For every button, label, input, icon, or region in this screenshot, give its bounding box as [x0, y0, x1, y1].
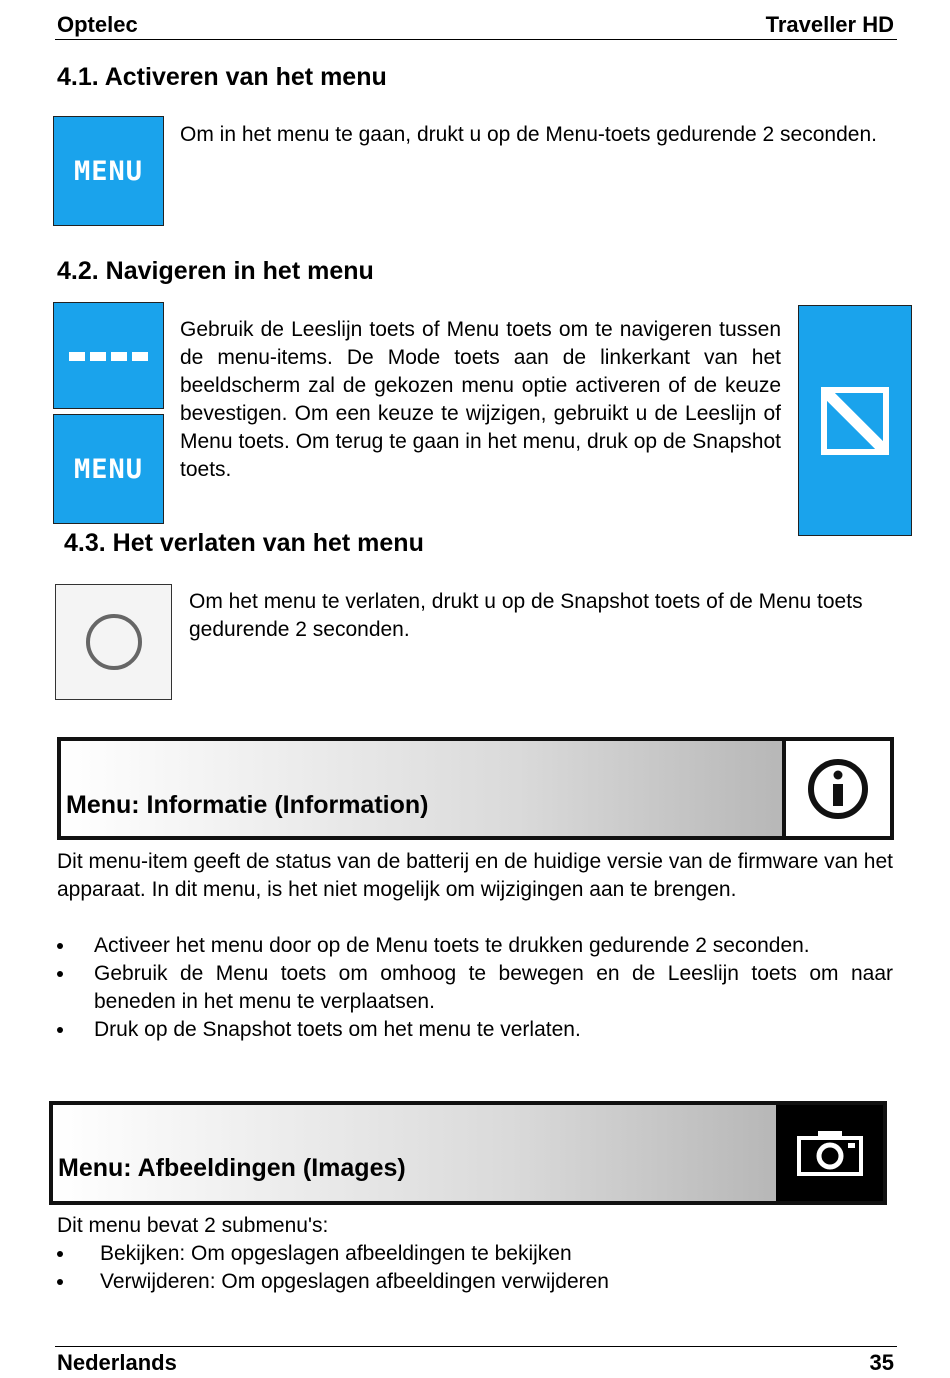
banner-afbeeldingen [49, 1101, 887, 1205]
dashed-line-icon [69, 349, 149, 363]
list-item: Druk op de Snapshot toets om het menu te verlaten. [57, 1016, 893, 1044]
circle-icon [84, 612, 144, 672]
reading-line-button-icon [53, 302, 164, 409]
afbeeldingen-bullets [57, 1240, 893, 1296]
bullet-dot [57, 943, 63, 949]
mode-triangle-icon [821, 387, 889, 455]
banner-informatie [57, 737, 894, 840]
section-title-verlaten: 4.3. Het verlaten van het menu [64, 529, 424, 557]
header-rule [55, 39, 897, 40]
afbeeldingen-intro: Dit menu bevat 2 submenu's: [57, 1214, 329, 1237]
informatie-intro: Dit menu-item geeft de status van de batterij en de huidige versie van de firmware van het apparaat. In dit menu, is het niet mogelijk om wijzigingen aan te brengen. [57, 850, 893, 901]
mode-button-icon [798, 305, 912, 536]
list-item: Activeer het menu door op de Menu toets te drukken gedurende 2 seconden. [57, 932, 893, 960]
footer-rule [55, 1346, 897, 1347]
menu-button-icon [53, 116, 164, 226]
camera-icon [796, 1129, 864, 1177]
banner-title-informatie: Menu: Informatie (Information) [66, 791, 429, 819]
bullet-dot [57, 971, 63, 977]
bullet-dot [57, 1279, 63, 1285]
menu-button-label: MENU [73, 155, 144, 187]
info-icon-box [782, 741, 890, 836]
list-item: Bekijken: Om opgeslagen afbeeldingen te bekijken [57, 1240, 893, 1268]
header-brand: Optelec [57, 12, 138, 37]
menu-button-icon-2 [53, 414, 164, 524]
activeren-text: Om in het menu te gaan, drukt u op de Menu-toets gedurende 2 seconden. [180, 123, 877, 146]
section-title-activeren: 4.1. Activeren van het menu [57, 63, 387, 91]
banner-title-afbeeldingen: Menu: Afbeeldingen (Images) [58, 1154, 406, 1182]
bullet-dot [57, 1027, 63, 1033]
navigeren-text: Gebruik de Leeslijn toets of Menu toets om te navigeren tussen de menu-items. De Mode toets aan de linkerkant van het beeldscherm zal de gekozen menu optie activeren of de keuze bevestigen. Om een keuze te wijzigen, gebruikt u de Leeslijn of Menu toets. Om terug te gaan in het menu, druk op de Snapshot toets. [180, 318, 781, 481]
menu-button-label-2: MENU [73, 453, 144, 485]
list-item: Verwijderen: Om opgeslagen afbeeldingen verwijderen [57, 1268, 893, 1296]
snapshot-button-icon [55, 584, 172, 700]
list-item: Gebruik de Menu toets om omhoog te bewegen en de Leeslijn toets om naar beneden in het menu te verplaatsen. [57, 960, 893, 1016]
header-product: Traveller HD [765, 12, 894, 37]
section-title-navigeren: 4.2. Navigeren in het menu [57, 257, 374, 285]
page-number: 35 [869, 1350, 894, 1375]
bullet-dot [57, 1251, 63, 1257]
footer-language: Nederlands [57, 1350, 177, 1375]
info-icon [806, 757, 870, 821]
verlaten-text: Om het menu te verlaten, drukt u op de Snapshot toets of de Menu toets gedurende 2 seconden. [189, 590, 863, 641]
informatie-bullets [57, 932, 893, 1044]
camera-icon-box [776, 1105, 883, 1201]
